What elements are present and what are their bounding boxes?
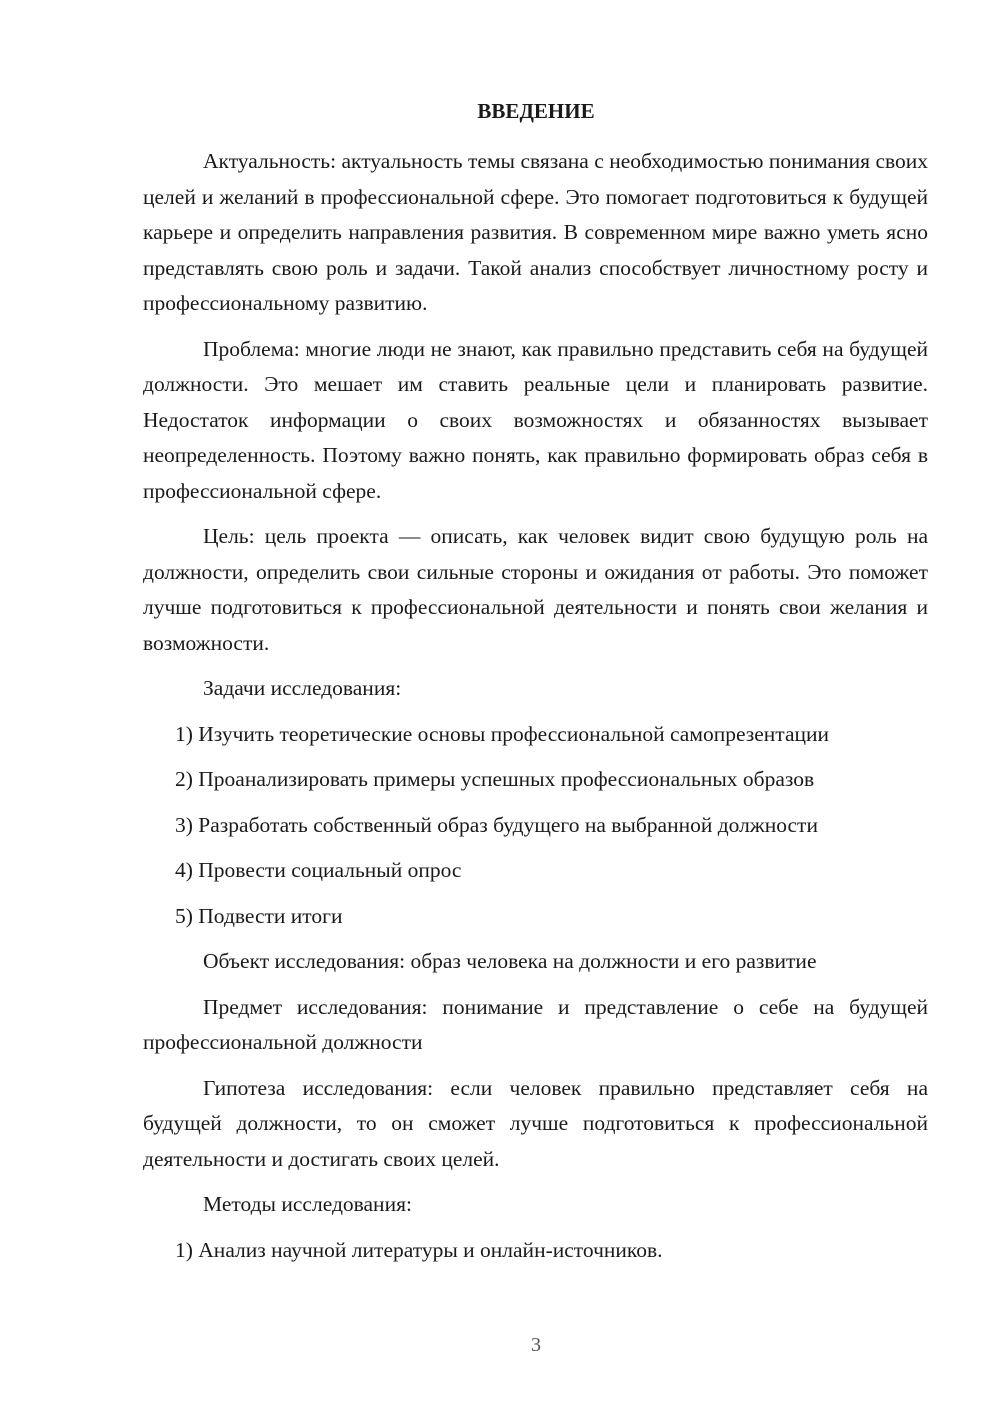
page-number: 3 [531, 1334, 541, 1356]
paragraph-subject: Предмет исследования: понимание и представление о себе на будущей профессиональной должности [143, 994, 928, 1054]
tasks-heading: Задачи исследования: [203, 676, 402, 700]
paragraph-problem: Проблема: многие люди не знают, как правильно представить себя на будущей должности. Это мешает им ставить реальные цели и планировать развитие. Недостаток информации о своих возможностях и обязанностях вызывает неопределенность. Поэтому важно понять, как правильно формировать образ себя в профессиональной сфере. [143, 336, 928, 503]
list-item: 1) Изучить теоретические основы профессиональной самопрезентации [175, 721, 830, 746]
section-title: ВВЕДЕНИЕ [477, 99, 595, 123]
paragraph-hypothesis: Гипотеза исследования: если человек правильно представляет себя на будущей должности, то он сможет лучше подготовиться к профессиональной деятельности и достигать своих целей. [143, 1075, 928, 1171]
list-item: 2) Проанализировать примеры успешных профессиональных образов [175, 767, 815, 791]
paragraph-goal: Цель: цель проекта — описать, как человек видит свою будущую роль на должности, определить свои сильные стороны и ожидания от работы. Это поможет лучше подготовиться к профессиональной деятельности и понять свои желания и возможности. [143, 524, 928, 655]
list-item: 1) Анализ научной литературы и онлайн-источников. [175, 1237, 663, 1262]
methods-list [143, 1233, 928, 1269]
methods-heading: Методы исследования: [203, 1192, 412, 1216]
list-item: 5) Подвести итоги [175, 903, 343, 928]
document-body [143, 144, 928, 1278]
list-item: 3) Разработать собственный образ будущего на выбранной должности [175, 812, 818, 837]
list-item: 4) Провести социальный опрос [175, 858, 462, 882]
paragraph-relevance: Актуальность: актуальность темы связана с необходимостью понимания своих целей и желаний в профессиональной сфере. Это помогает подготовиться к будущей карьере и определить направления развития. В современном мире важно уметь ясно представлять свою роль и задачи. Такой анализ способствует личностному росту и профессиональному развитию. [143, 149, 928, 315]
tasks-list [143, 717, 928, 935]
paragraph-object: Объект исследования: образ человека на должности и его развитие [203, 949, 817, 973]
